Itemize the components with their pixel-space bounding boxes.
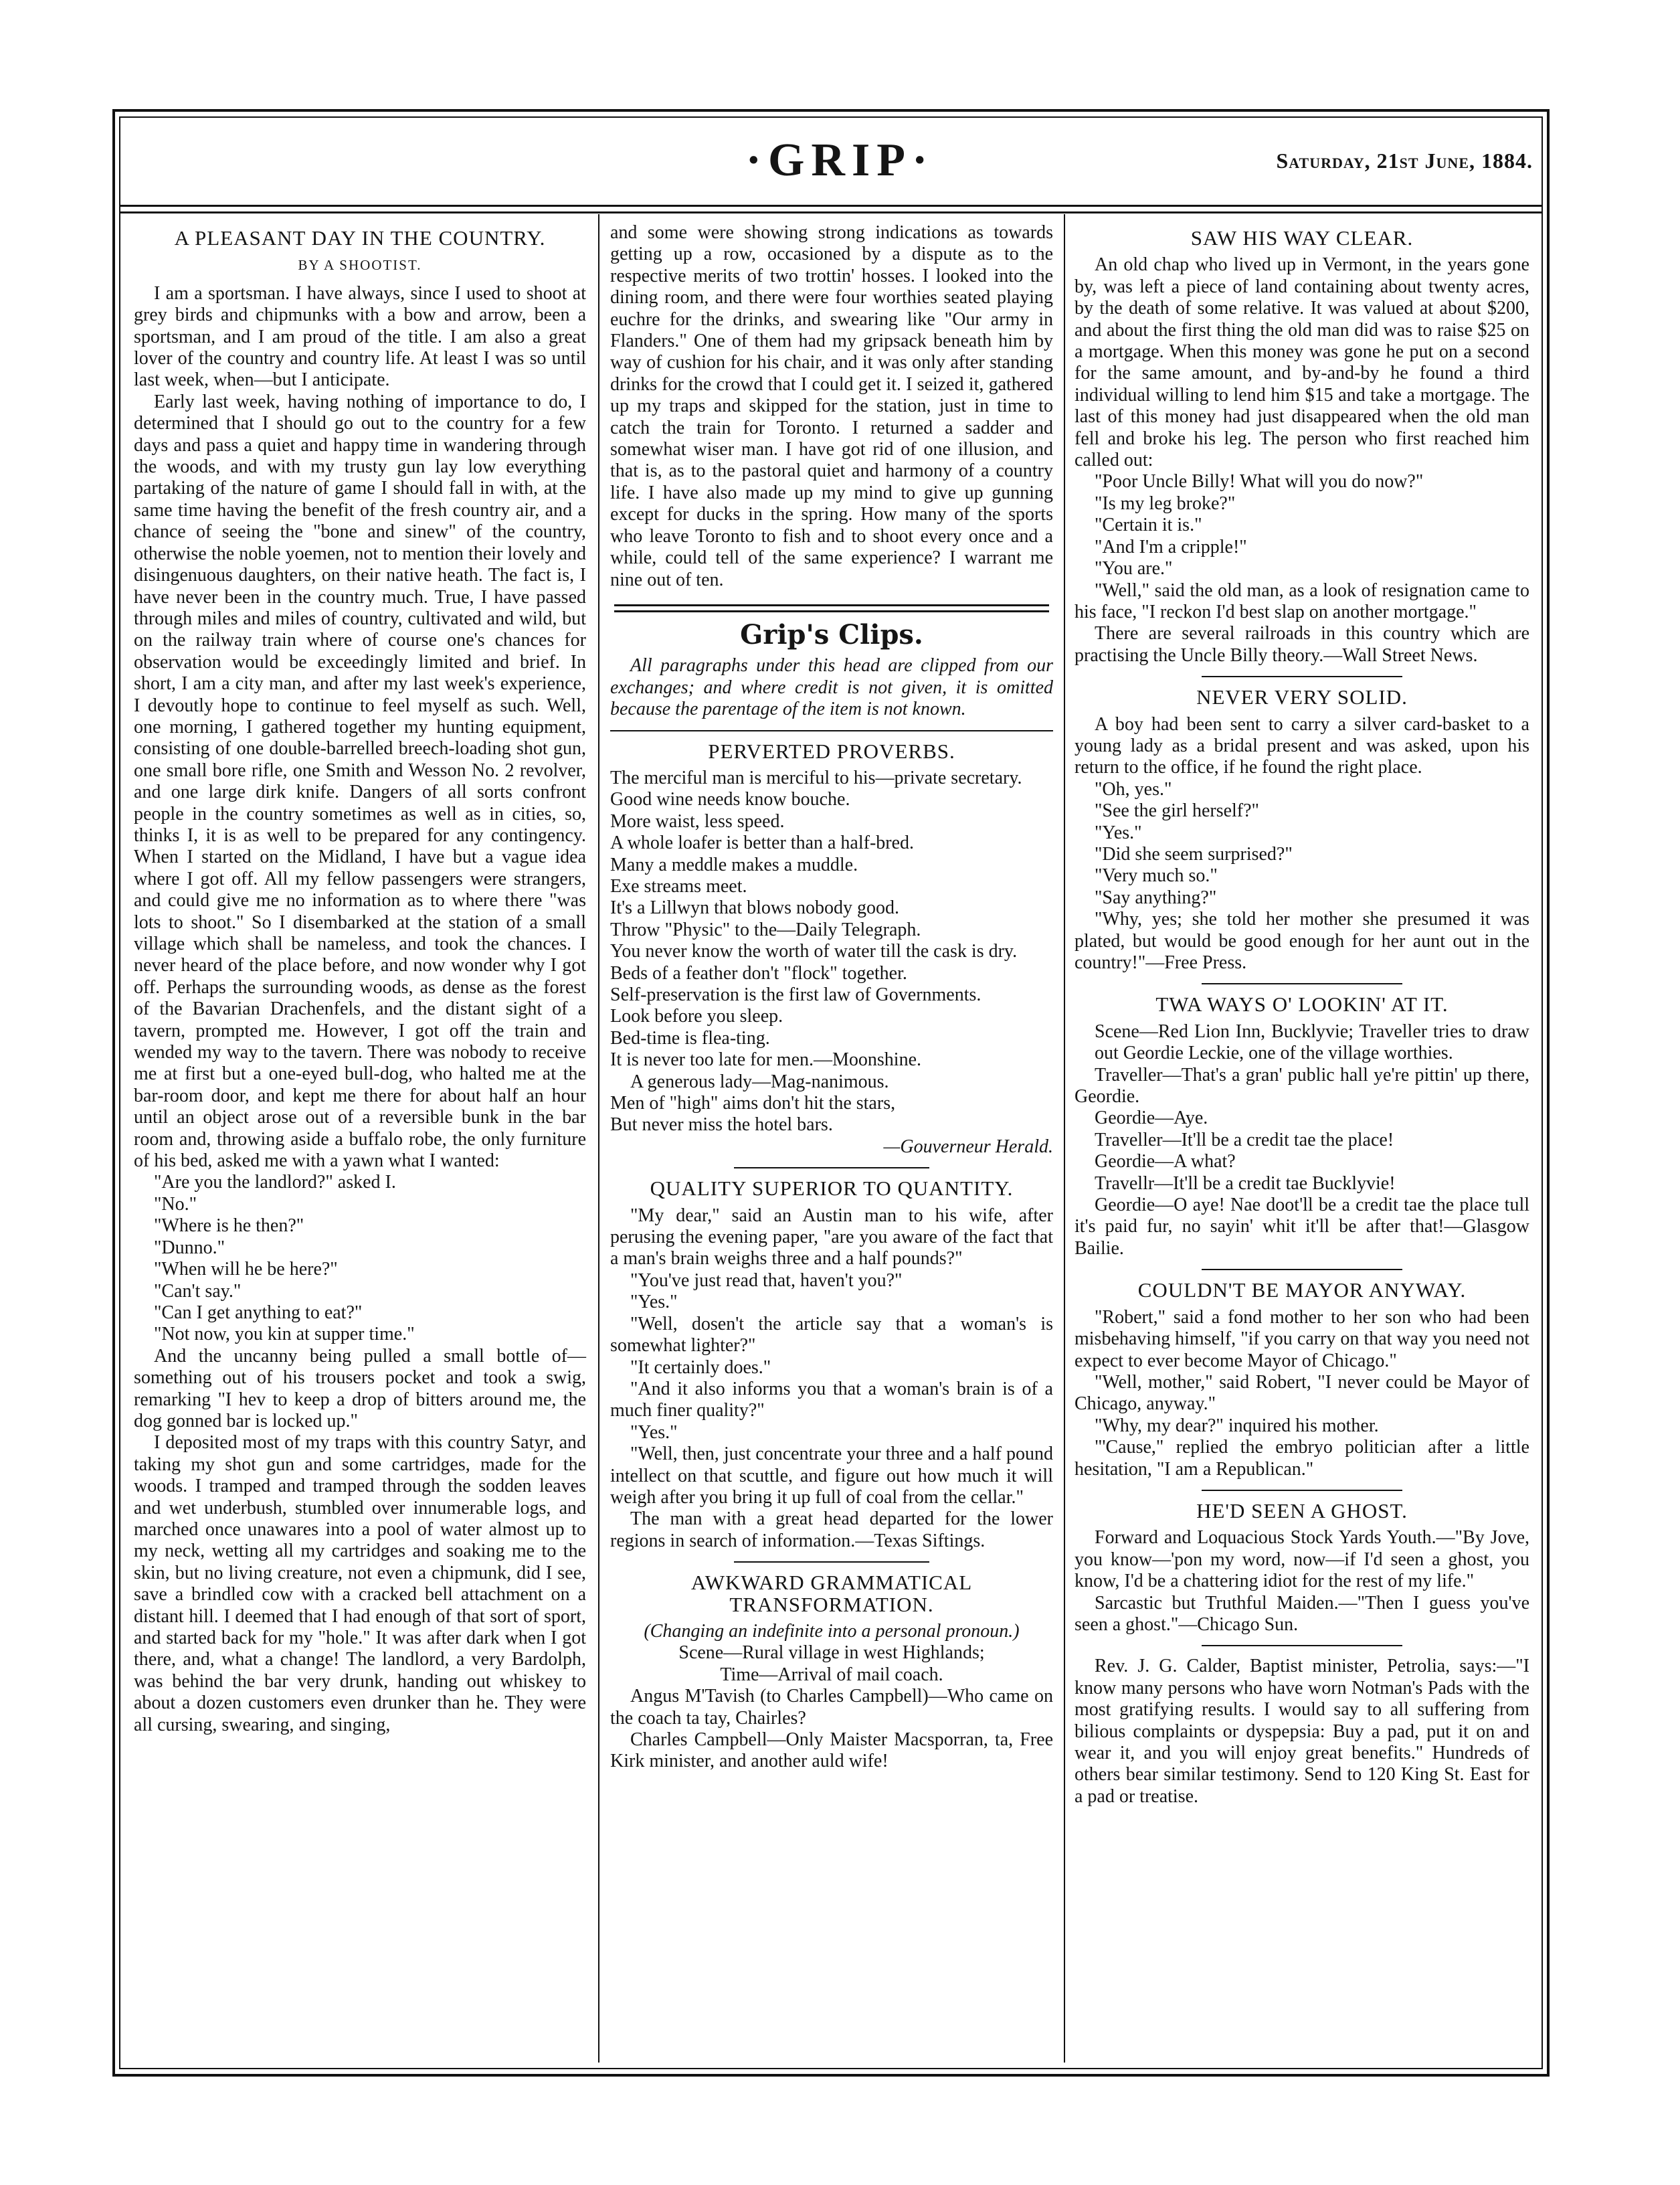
dialogue-line: Geordie—Aye.: [1095, 1108, 1208, 1129]
proverb: It is never too late for men.—Moonshine.: [610, 1049, 922, 1071]
proverb-list: [610, 768, 1053, 1158]
article-subtitle: (Changing an indefinite into a personal pronoun.): [644, 1620, 1020, 1642]
dialogue-line: "Are you the landlord?" asked I.: [154, 1172, 396, 1193]
scene-line: Scene—Rural village in west Highlands;: [678, 1642, 985, 1664]
dialogue-line: Forward and Loquacious Stock Yards Youth.—"By Jove, you know—'pon my word, now—if I'd seen a ghost, you know, I'd be a chattering idiot for the rest of my life.": [1075, 1527, 1529, 1592]
paragraph: "My dear," said an Austin man to his wife, after perusing the evening paper, "are you aware of the fact that a man's brain weighs three and a half pounds?": [610, 1205, 1053, 1270]
proverb: Bed-time is flea-ting.: [610, 1027, 770, 1049]
proverb: Self-preservation is the first law of Governments.: [610, 984, 982, 1005]
masthead-rule: [119, 205, 1543, 207]
dialogue-line: "When will he be here?": [154, 1259, 338, 1280]
dialogue-line: "You are.": [1095, 558, 1173, 580]
divider: [734, 1561, 929, 1563]
dialogue-line: "Not now, you kin at supper time.": [154, 1324, 415, 1345]
proverb: A whole loafer is better than a half-bred.: [610, 833, 915, 854]
proverb: The merciful man is merciful to his—private secretary.: [610, 767, 1022, 788]
paragraph: There are several railroads in this country which are practising the Uncle Billy theory.—Wall Street News.: [1075, 623, 1529, 666]
article-credit: —Gouverneur Herald.: [883, 1136, 1053, 1157]
dialogue-line: Geordie—A what?: [1095, 1151, 1236, 1172]
divider: [1202, 1269, 1402, 1270]
dialogue-line: "Is my leg broke?": [1095, 493, 1236, 514]
proverb: Look before you sleep.: [610, 1006, 783, 1027]
proverb: Throw "Physic" to the—Daily Telegraph.: [610, 919, 921, 940]
dialogue-line: "Can I get anything to eat?": [154, 1302, 363, 1323]
proverb: More waist, less speed.: [610, 810, 785, 832]
dialogue-line: "See the girl herself?": [1095, 800, 1259, 822]
dialogue-line: "Why, yes; she told her mother she presumed it was plated, but would be good enough for her aunt out in the country!"—Free Press.: [1075, 909, 1529, 973]
dialogue-line: "Well," said the old man, as a look of resignation came to his face, "I reckon I'd best slap on another mortgage.": [1075, 580, 1529, 622]
proverb: You never know the worth of water till the cask is dry.: [610, 941, 1018, 962]
proverb: But never miss the hotel bars.: [610, 1114, 833, 1136]
divider: [1202, 1490, 1402, 1491]
dialogue-line: Traveller—It'll be a credit tae the place!: [1095, 1129, 1394, 1150]
paragraph: A boy had been sent to carry a silver card-basket to a young lady as a bridal present and was asked, upon his return to the office, if he found the right place.: [1075, 713, 1529, 778]
article-heading: QUALITY SUPERIOR TO QUANTITY.: [650, 1176, 1014, 1201]
dialogue-line: "Can't say.": [154, 1280, 242, 1302]
paragraph: "Robert," said a fond mother to her son who had been misbehaving himself, "if you carry on that way you need not expect to ever become Mayor of Chicago.": [1075, 1306, 1529, 1371]
paragraph: And the uncanny being pulled a small bottle of—something out of his trousers pocket and took a swig, remarking "I hev to keep a drop of bitters around me, the dog gonned bar is locked up.": [134, 1345, 586, 1431]
article-heading: SAW HIS WAY CLEAR.: [1190, 226, 1414, 250]
article-heading: TWA WAYS O' LOOKIN' AT IT.: [1155, 992, 1449, 1017]
column-rule-2: [1064, 214, 1065, 2063]
dialogue-line: "You've just read that, haven't you?": [630, 1270, 903, 1291]
dialogue-line: "Did she seem surprised?": [1095, 843, 1293, 865]
dialogue-line: "Yes.": [630, 1421, 678, 1443]
article-heading: HE'D SEEN A GHOST.: [1196, 1498, 1408, 1522]
advertisement: Rev. J. G. Calder, Baptist minister, Petrolia, says:—"I know many persons who have worn Notman's Pads with the most gratifying results. I would say to all suffering from bilious complaints or dyspepsia: Buy a pad, put it on and wear it, and you will enjoy great benefits." Hundreds of others bear similar testimony. Send to 120 King St. East for a pad or treatise.: [1075, 1656, 1529, 1807]
dialogue-line: "Yes.": [1095, 822, 1142, 843]
paragraph: Early last week, having nothing of importance to do, I determined that I should go out to the country for a few days and pass a quiet and happy time in wandering through the woods, and with my trusty gun lay low everything partaking of the nature of game I should fall in with, at the same time having the benefit of the fresh country air, and a chance of seeing the "bone and sinew" of the country, otherwise the noble yoemen, not to mention their lovely and disingenuous daughters, on their native heath. The fact is, I have never been in the country much. True, I have passed through miles and miles of country, cultivated and wild, but on the railway train where of course one's chances for observation would be exceedingly limited and brief. In short, I am a city man, and after my last week's experience, I devoutly hope to continue to feel myself as such. Well, one morning, I gathered together my hunting equipment, consisting of one double-barrelled breech-loading shot gun, one small bore rifle, one Smith and Wesson No. 2 revolver, and one large dirk knife. Dangers of all sorts confront people in the country sometimes as well as in cities, so, thinks I, it is as well to be prepared for any contingency. When I started on the Midland, I have but a vague idea where I got off. All my fellow passengers were strangers, and could give me no information as to where there "was lots to shoot." So I disembarked at the station of a small village which shall be nameless, and took the chances. I never heard of the place before, and now wonder why I got off. Perhaps the surrounding woods, as dense as the forest of the Bavarian Drachenfels, and the distant sight of a tavern, prompted me. However, I got off the train and wended my way to the tavern. There was nobody to receive me at first but a one-eyed bull-dog, who halted me at the bar-room door, and kept me there for about half an hour until an object arose out of a reversible bunk in the bar room and, throwing aside a buffalo robe, the only furniture of his bed, asked me with a yawn what I wanted:: [134, 391, 586, 1172]
paragraph: An old chap who lived up in Vermont, in the years gone by, was left a piece of land containing about twenty acres, by the death of some relative. It was valued at about $200, and about the first thing the old man did was to raise $25 on a mortgage. When this money was gone he put on a second for the same amount, and by-and-by he found a third individual willing to lend him $15 and take a mortgage. The last of this money had just disappeared when the old man fell and broke his leg. The person who first reached him called out:: [1075, 254, 1529, 471]
scene-line: Scene—Red Lion Inn, Bucklyvie; Traveller tries to draw out Geordie Leckie, one of the village worthies.: [1095, 1021, 1529, 1064]
dialogue-line: "Well, dosen't the article say that a woman's is somewhat lighter?": [610, 1313, 1053, 1357]
article-heading: COULDN'T BE MAYOR ANYWAY.: [1137, 1278, 1467, 1302]
article-heading: AWKWARD GRAMMATICAL TRANSFORMATION.: [690, 1571, 973, 1616]
proverb: Good wine needs know bouche.: [610, 789, 850, 810]
paragraph: The man with a great head departed for the lower regions in search of information.—Texas Siftings.: [610, 1508, 1053, 1551]
divider: [734, 1167, 929, 1168]
dialogue-line: "Well, then, just concentrate your three and a half pound intellect on that scuttle, and figure out how much it will weigh after you bring it up full of coal from the cellar.": [610, 1444, 1053, 1508]
paragraph: I am a sportsman. I have always, since I used to shoot at grey birds and chipmunks with a bow and arrow, been a sportsman, and I am proud of the title. I am also a great lover of the country and country life. At least I was so until last week, when—but I anticipate.: [134, 282, 586, 391]
paragraph: I deposited most of my traps with this country Satyr, and taking my shot gun and some cartridges, made for the woods. I tramped and tramped through the sodden leaves and wet underbush, stumbled over innumerable logs, and marched once unawares into a pool of water almost up to my neck, wetting all my cartridges and soaking me to the skin, but no living creature, not even a chipmunk, did I see, save a brindled cow with a cracked bell attachment on a distant hill. I deemed that I had enough of that sort of sport, and started back for my "hole." It was after dark when I got there, and, what a change! The landlord, a very Bardolph, was behind the bar very drunk, handing out whiskey to about a dozen customers even drunker than he. They were all cursing, swearing, and singing,: [134, 1432, 586, 1735]
dialogue-line: "Well, mother," said Robert, "I never could be Mayor of Chicago, anyway.": [1075, 1371, 1529, 1415]
dialogue-line: Geordie—O aye! Nae doot'll be a credit tae the place tull it's paid fur, no sayin' whit it'll be after that!—Glasgow Bailie.: [1075, 1195, 1529, 1259]
dialogue-line: "'Cause," replied the embryo politician after a little hesitation, "I am a Republican.": [1075, 1437, 1529, 1480]
column-1: [134, 222, 586, 1736]
divider: [1202, 983, 1402, 984]
dialogue-line: "Why, my dear?" inquired his mother.: [1095, 1415, 1379, 1436]
masthead-date: Saturday, 21st June, 1884.: [1276, 149, 1533, 173]
dialogue-line: "It certainly does.": [630, 1357, 771, 1378]
dialogue-line: "Poor Uncle Billy! What will you do now?": [1095, 471, 1424, 493]
article-byline: BY A SHOOTIST.: [298, 257, 422, 274]
dialogue-line: "Say anything?": [1095, 887, 1217, 908]
proverb: Beds of a feather don't "flock" together.: [610, 962, 907, 984]
section-double-rule: [614, 604, 1049, 612]
dialogue-line: "And I'm a cripple!": [1095, 536, 1247, 557]
dialogue-line: "Yes.": [630, 1292, 678, 1313]
dialogue-line: Angus M'Tavish (to Charles Campbell)—Who came on the coach ta tay, Chairles?: [610, 1686, 1053, 1729]
dialogue-line: "Oh, yes.": [1095, 778, 1172, 800]
proverb: Many a meddle makes a muddle.: [610, 854, 858, 875]
proverb: A generous lady—Mag-nanimous.: [630, 1071, 889, 1092]
divider: [1202, 1645, 1402, 1646]
dialogue-line: "Dunno.": [154, 1237, 225, 1258]
proverb: Exe streams meet.: [610, 875, 747, 897]
dialogue-line: Travellr—It'll be a credit tae Bucklyvie!: [1095, 1172, 1396, 1194]
section-intro: All paragraphs under this head are clipped from our exchanges; and where credit is not given, it is omitted because the parentage of the item is not known.: [610, 655, 1053, 720]
dialogue-line: "No.": [154, 1193, 197, 1215]
divider: [610, 730, 1053, 731]
proverb: It's a Lillwyn that blows nobody good.: [610, 897, 900, 919]
dialogue-line: "Where is he then?": [154, 1215, 304, 1237]
article-heading: PERVERTED PROVERBS.: [708, 739, 955, 763]
masthead-title: ·GRIP·: [745, 135, 935, 186]
column-3: [1075, 222, 1529, 1808]
section-title: Grip's Clips.: [740, 618, 923, 650]
proverb: Men of "high" aims don't hit the stars,: [610, 1093, 896, 1114]
time-line: Time—Arrival of mail coach.: [720, 1664, 943, 1685]
article-heading: A PLEASANT DAY IN THE COUNTRY.: [174, 226, 546, 250]
divider: [1202, 676, 1402, 677]
column-2: [610, 222, 1053, 1773]
paragraph: and some were showing strong indications as towards getting up a row, occasioned by a dispute as to the respective merits of two trottin' hosses. I looked into the dining room, and there were four worthies seated playing euchre for the drinks, and swearing like "Our army in Flanders." One of them had my gripsack beneath him by way of cushion for his chair, and it was only after standing drinks for the crowd that I could get it. I seized it, gathered up my traps and skipped for the station, just in time to catch the train for Toronto. I returned a sadder and somewhat wiser man. I have got rid of one illusion, and that is, as to the pastoral quiet and harmony of a country life. I have also made up my mind to give up gunning except for ducks in the spring. How many of the sports who leave Toronto to fish and to shoot every once and a while, could tell of the same experience? I warrant me nine out of ten.: [610, 222, 1053, 590]
dialogue-line: Sarcastic but Truthful Maiden.—"Then I guess you've seen a ghost."—Chicago Sun.: [1075, 1592, 1529, 1635]
dialogue-line: "And it also informs you that a woman's brain is of a much finer quality?": [610, 1378, 1053, 1421]
dialogue-line: "Certain it is.": [1095, 515, 1202, 536]
column-rule-1: [598, 214, 599, 2063]
dialogue-line: Traveller—That's a gran' public hall ye're pittin' up there, Geordie.: [1075, 1064, 1529, 1108]
dialogue-line: "Very much so.": [1095, 865, 1218, 887]
article-heading: NEVER VERY SOLID.: [1196, 685, 1408, 709]
dialogue-line: Charles Campbell—Only Maister Macsporran, ta, Free Kirk minister, and another auld wife!: [610, 1729, 1053, 1772]
masthead-rule-lower: [119, 211, 1543, 213]
